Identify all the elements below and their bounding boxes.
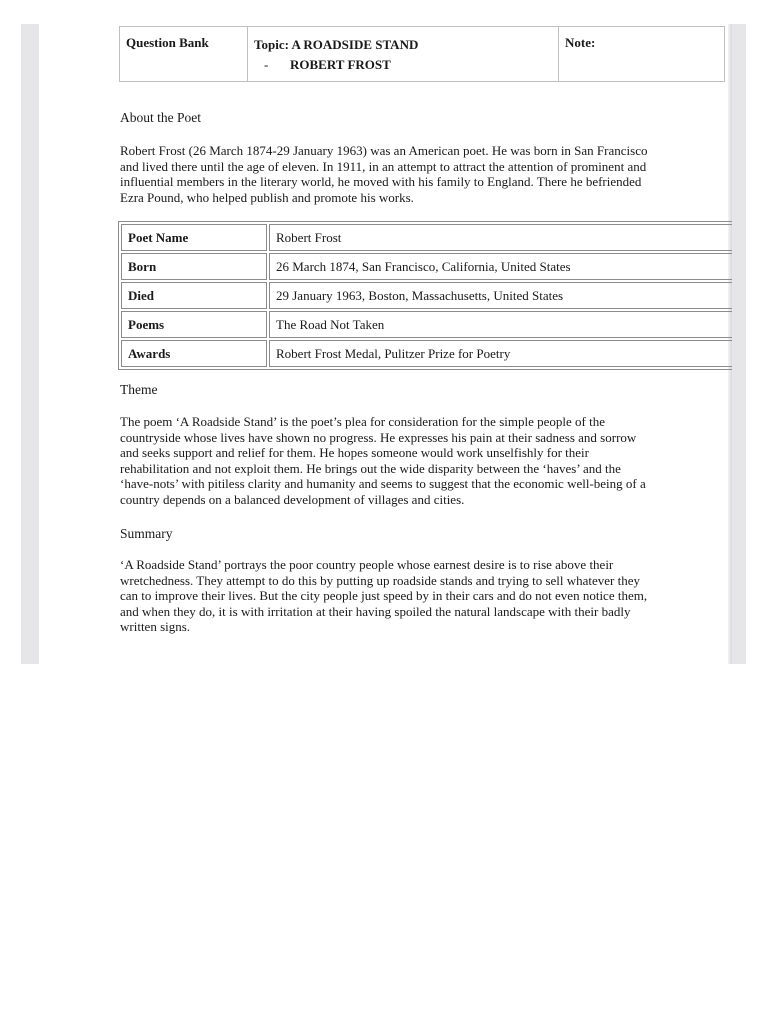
row-label: Awards [121, 340, 267, 367]
table-row [121, 282, 732, 309]
theme-heading: Theme [120, 382, 158, 397]
row-label: Died [121, 282, 267, 309]
about-poet-paragraph: Robert Frost (26 March 1874-29 January 1963) was an American poet. He was born in San Francisco and lived there until the age of eleven. In 1911, in an attempt to attract the attention of prominent and influential members in the literary world, he moved with his family to England. There he befriended Ezra Pound, who helped publish and promote his works. [120, 143, 648, 205]
table-row [121, 311, 732, 338]
topic-cell [248, 27, 559, 82]
summary-heading: Summary [120, 526, 173, 541]
topic-dash: - [264, 57, 269, 72]
row-value: Robert Frost Medal, Pulitzer Prize for Poetry [269, 340, 732, 367]
theme-paragraph: The poem ‘A Roadside Stand’ is the poet’s plea for consideration for the simple people of the countryside whose lives have shown no progress. He expresses his pain at their sadness and sorrow and seeks support and relief for them. He hopes someone would work unselfishly for their rehabilitation and not exploit them. He brings out the wide disparity between the ‘haves’ and the ‘have-nots’ with pitiless clarity and humanity and seems to suggest that the economic well-being of a country depends on a balanced development of villages and cities. [120, 414, 646, 507]
row-label: Poet Name [121, 224, 267, 251]
question-bank-header [119, 26, 725, 82]
summary-paragraph: ‘A Roadside Stand’ portrays the poor country people whose earnest desire is to rise above their wretchedness. They attempt to do this by putting up roadside stands and trying to sell whatever they can to improve their lives. But the city people just speed by in their cars and do not even notice them, and when they do, it is with irritation at their having spoiled the natural landscape with their badly written signs. [120, 557, 648, 635]
poet-info-table [118, 221, 732, 370]
about-poet-heading: About the Poet [120, 110, 201, 125]
topic-poet-name: ROBERT FROST [290, 57, 391, 72]
row-value: The Road Not Taken [269, 311, 732, 338]
row-label: Poems [121, 311, 267, 338]
table-row [121, 224, 732, 251]
topic-title: Topic: A ROADSIDE STAND [254, 37, 419, 52]
question-bank-cell: Question Bank [120, 27, 248, 82]
row-value: Robert Frost [269, 224, 732, 251]
table-row [121, 340, 732, 367]
row-value: 29 January 1963, Boston, Massachusetts, United States [269, 282, 732, 309]
table-row [121, 253, 732, 280]
topic-poet [254, 55, 552, 75]
row-label: Born [121, 253, 267, 280]
note-cell: Note: [559, 27, 725, 82]
document-page [39, 24, 732, 664]
row-value: 26 March 1874, San Francisco, California, United States [269, 253, 732, 280]
